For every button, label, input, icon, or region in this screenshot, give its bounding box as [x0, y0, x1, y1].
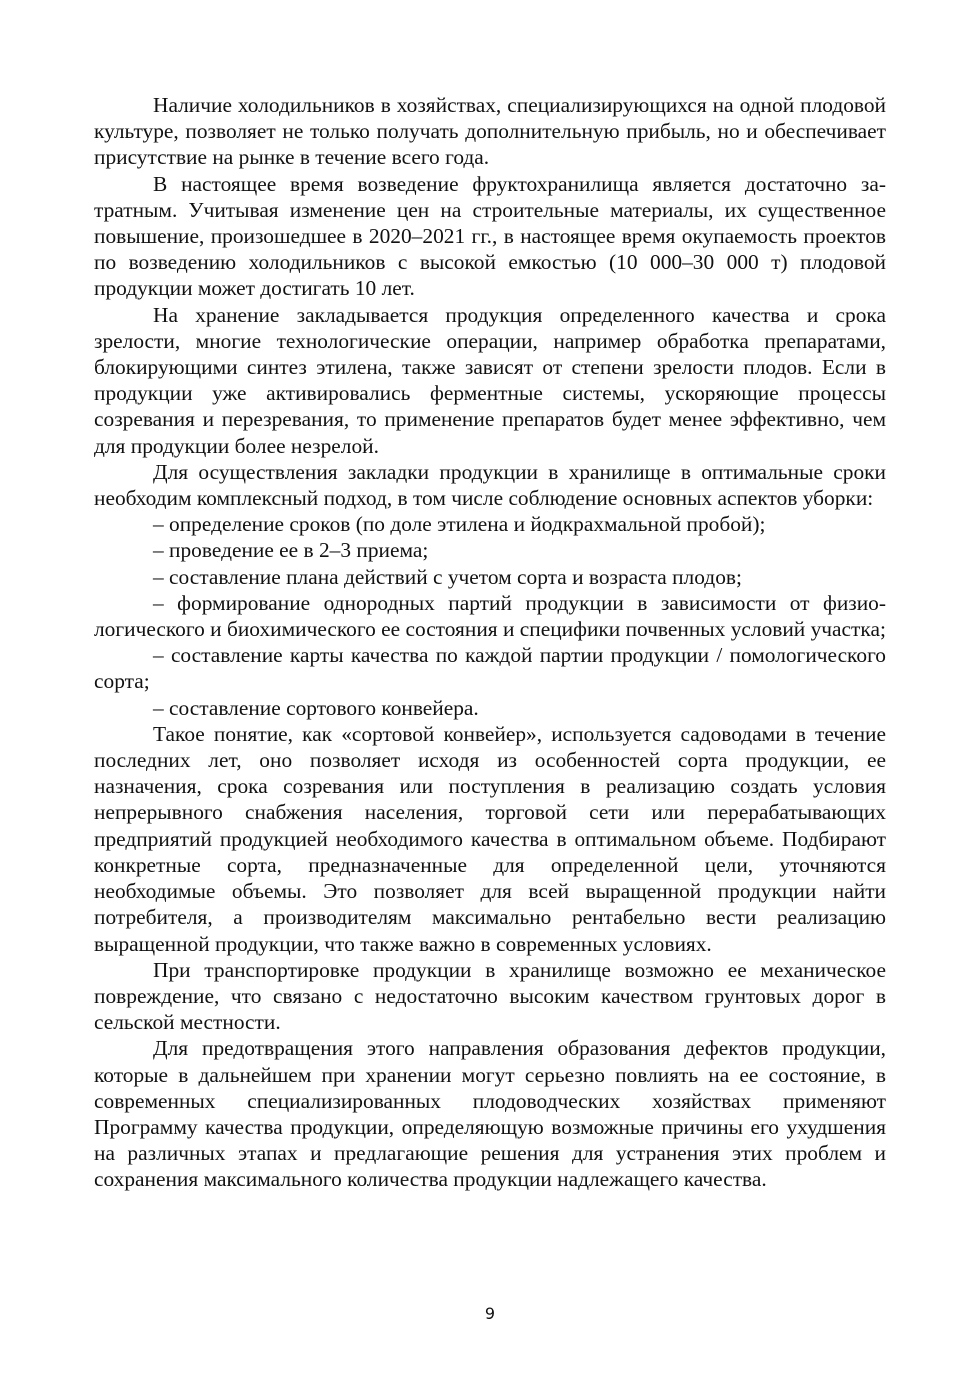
paragraph-harvest-approach: Для осуществления закладки продукции в хранилище в оптимальные сроки необходим комплексный подход, в том числе соблюдение основных аспектов уборки:	[94, 459, 886, 511]
paragraph-transport-damage: При транспортировке продукции в хранилище возможно ее механическое повреждение, что связано с недостаточно высоким качеством грунтовых дорог в сельской местности.	[94, 957, 886, 1035]
paragraph-quality-program: Для предотвращения этого направления образования дефектов продукции, которые в дальнейшем при хранении могут серьезно повлиять на ее состояние, в современных специализированных плодоводческих хозяйствах применяют Программу качества продукции, определяющую возможные причины его ухудшения на различных этапах и предлагающие решения для устранения этих проблем и сохранения максимального количества продукции надлежащего качества.	[94, 1036, 886, 1192]
paragraph-variety-conveyor: Такое понятие, как «сортовой конвейер», используется садоводами в течение последних лет, оно позволяет исходя из особенностей сорта продукции, ее назначения, срока созревания или поступления в реализацию создать условия непрерывного снабжения населения, торговой сети или перерабатывающих предприятий продукцией необходимого качества в оптимальном объеме. Подбирают конкретные сорта, предназначенные для определенной цели, уточняются необходимые объемы. Это позволяет для всей выращенной продукции найти потребителя, а производителям максимально рентабельно вести реализацию выращенной продукции, что также важно в современных условиях.	[94, 721, 886, 956]
list-item-variety-conveyor: – составление сортового конвейера.	[153, 695, 479, 720]
page-number: 9	[484, 1304, 496, 1323]
list-item-homogeneous-lots: – формирование однородных партий продукции в зависимости от физиологического и биохимического ее состояния и специфики почвенных условий участка;	[94, 590, 886, 642]
list-item-timing: – определение сроков (по доле этилена и йодкрахмальной пробой);	[153, 512, 766, 537]
paragraph-construction-costs: В настоящее время возведение фруктохранилища является достаточно затратным. Учитывая изменение цен на строительные материалы, их существенное повышение, произошедшее в 2020–2021 гг., в настоящее время окупаемость проектов по возведению холодильников с высокой емкостью (10 000–30 000 т) плодовой продукции может достигать 10 лет.	[94, 171, 886, 301]
list-item-action-plan: – составление плана действий с учетом сорта и возраста плодов;	[153, 564, 742, 589]
document-body	[94, 92, 886, 1193]
paragraph-intro-refrigerators: Наличие холодильников в хозяйствах, специализирующихся на одной плодовой культуре, позволяет не только получать дополнительную прибыль, но и обеспечивает присутствие на рынке в течение всего года.	[94, 93, 886, 170]
list-item-stages: – проведение ее в 2–3 приема;	[153, 538, 429, 563]
list-item-quality-map: – составление карты качества по каждой партии продукции / помологического сорта;	[94, 643, 886, 694]
paragraph-storage-quality: На хранение закладывается продукция определенного качества и срока зрелости, многие технологические операции, например обработка препаратами, блокирующими синтез этилена, также зависят от степени зрелости плодов. Если в продукции уже активировались ферментные системы, ускоряющие процессы созревания и перезревания, то применение препаратов будет менее эффективно, чем для продукции более незрелой.	[94, 302, 886, 458]
